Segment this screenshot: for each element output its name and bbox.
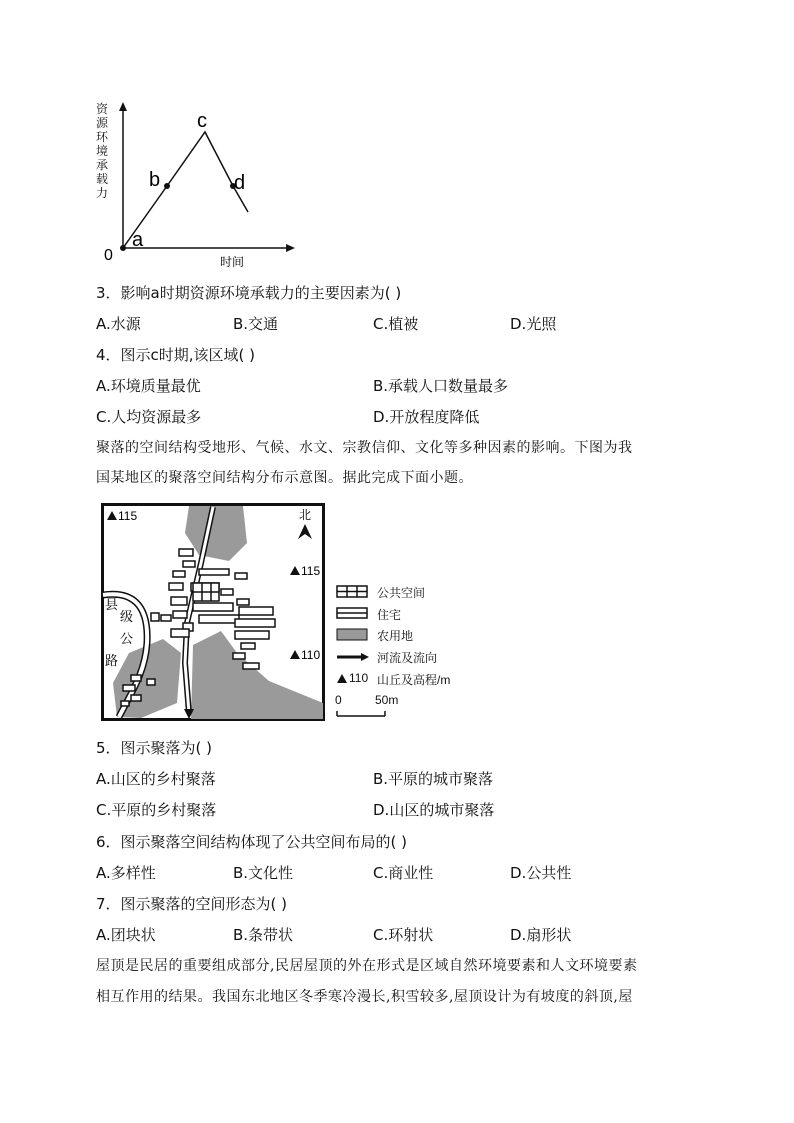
q5-option-d[interactable]: D.山区的城市聚落 <box>373 801 495 819</box>
q5-option-b[interactable]: B.平原的城市聚落 <box>373 770 494 788</box>
q6-option-c[interactable]: C.商业性 <box>373 864 434 882</box>
q7-option-b[interactable]: B.条带状 <box>233 926 294 944</box>
point-b <box>164 183 170 189</box>
q7-option-a[interactable]: A.团块状 <box>96 926 156 944</box>
passage2-line1: 屋顶是民居的重要组成部分,民居屋顶的外在形式是区域自然环境要素和人文环境要素 <box>96 958 638 974</box>
legend-farmland-icon <box>337 629 367 640</box>
point-a-label: a <box>132 229 144 251</box>
legend-farmland-label: 农用地 <box>377 629 414 643</box>
q3-option-a[interactable]: A.水源 <box>96 315 141 333</box>
legend-housing-icon <box>337 608 367 618</box>
point-c-label: c <box>197 110 207 132</box>
q4-option-a[interactable]: A.环境质量最优 <box>96 377 201 395</box>
q4-option-b[interactable]: B.承载人口数量最多 <box>373 377 509 395</box>
map-svg <box>101 503 325 721</box>
legend-public-space-label: 公共空间 <box>377 586 426 600</box>
q4-option-c[interactable]: C.人均资源最多 <box>96 408 202 426</box>
carrying-capacity-graph <box>90 96 310 272</box>
q7-option-c[interactable]: C.环射状 <box>373 926 434 944</box>
scale-zero: 0 <box>335 693 342 707</box>
q5-option-a[interactable]: A.山区的乡村聚落 <box>96 770 216 788</box>
road-label-4: 路 <box>105 653 119 668</box>
x-axis-label: 时间 <box>220 255 245 269</box>
passage2-line2: 相互作用的结果。我国东北地区冬季寒冷漫长,积雪较多,屋顶设计为有坡度的斜顶,屋 <box>96 989 633 1005</box>
point-d-label: d <box>234 172 246 194</box>
scale-50m: 50m <box>375 693 399 707</box>
y-axis-arrow <box>119 102 127 111</box>
road-label-1: 县 <box>105 597 119 612</box>
road-label-2: 级 <box>120 609 134 624</box>
q5-option-c[interactable]: C.平原的乡村聚落 <box>96 801 217 819</box>
scale-bar <box>337 711 385 716</box>
origin-label: 0 <box>104 247 113 264</box>
x-axis-arrow <box>286 244 295 252</box>
passage1-line2: 国某地区的聚落空间结构分布示意图。据此完成下面小题。 <box>96 470 473 486</box>
point-a <box>120 245 126 251</box>
hill-elevation-3: 110 <box>301 648 321 662</box>
north-label: 北 <box>299 508 312 522</box>
q3-stem: 3．影响a时期资源环境承载力的主要因素为( ) <box>96 284 402 302</box>
q6-option-a[interactable]: A.多样性 <box>96 864 156 882</box>
legend-hill-label: 山丘及高程/m <box>377 673 451 687</box>
q4-stem: 4．图示c时期,该区域( ) <box>96 346 256 364</box>
q3-option-b[interactable]: B.交通 <box>233 315 279 333</box>
q6-option-b[interactable]: B.文化性 <box>233 864 294 882</box>
road-label-3: 公 <box>120 631 134 646</box>
legend-hill-value: 110 <box>349 671 369 685</box>
q3-option-d[interactable]: D.光照 <box>510 315 557 333</box>
q6-stem: 6．图示聚落空间结构体现了公共空间布局的( ) <box>96 833 408 851</box>
y-axis-label: 资源环境承载力 <box>96 102 109 200</box>
q7-option-d[interactable]: D.扇形状 <box>510 926 572 944</box>
point-b-label: b <box>149 169 161 191</box>
legend-public-space-icon <box>337 586 367 597</box>
graph-svg <box>90 96 310 272</box>
hill-elevation-2: 115 <box>301 564 321 578</box>
q7-stem: 7．图示聚落的空间形态为( ) <box>96 895 288 913</box>
legend-housing-label: 住宅 <box>377 608 402 622</box>
q5-stem: 5．图示聚落为( ) <box>96 739 213 757</box>
passage1-line1: 聚落的空间结构受地形、气候、水文、宗教信仰、文化等多种因素的影响。下图为我 <box>96 440 633 456</box>
settlement-map <box>101 503 325 721</box>
legend-hill-icon <box>337 674 347 683</box>
q4-option-d[interactable]: D.开放程度降低 <box>373 408 480 426</box>
hill-elevation-1: 115 <box>118 509 138 523</box>
q3-option-c[interactable]: C.植被 <box>373 315 419 333</box>
legend-river-label: 河流及流向 <box>377 651 438 665</box>
q6-option-d[interactable]: D.公共性 <box>510 864 572 882</box>
public-space <box>193 583 219 601</box>
map-legend <box>333 580 463 720</box>
